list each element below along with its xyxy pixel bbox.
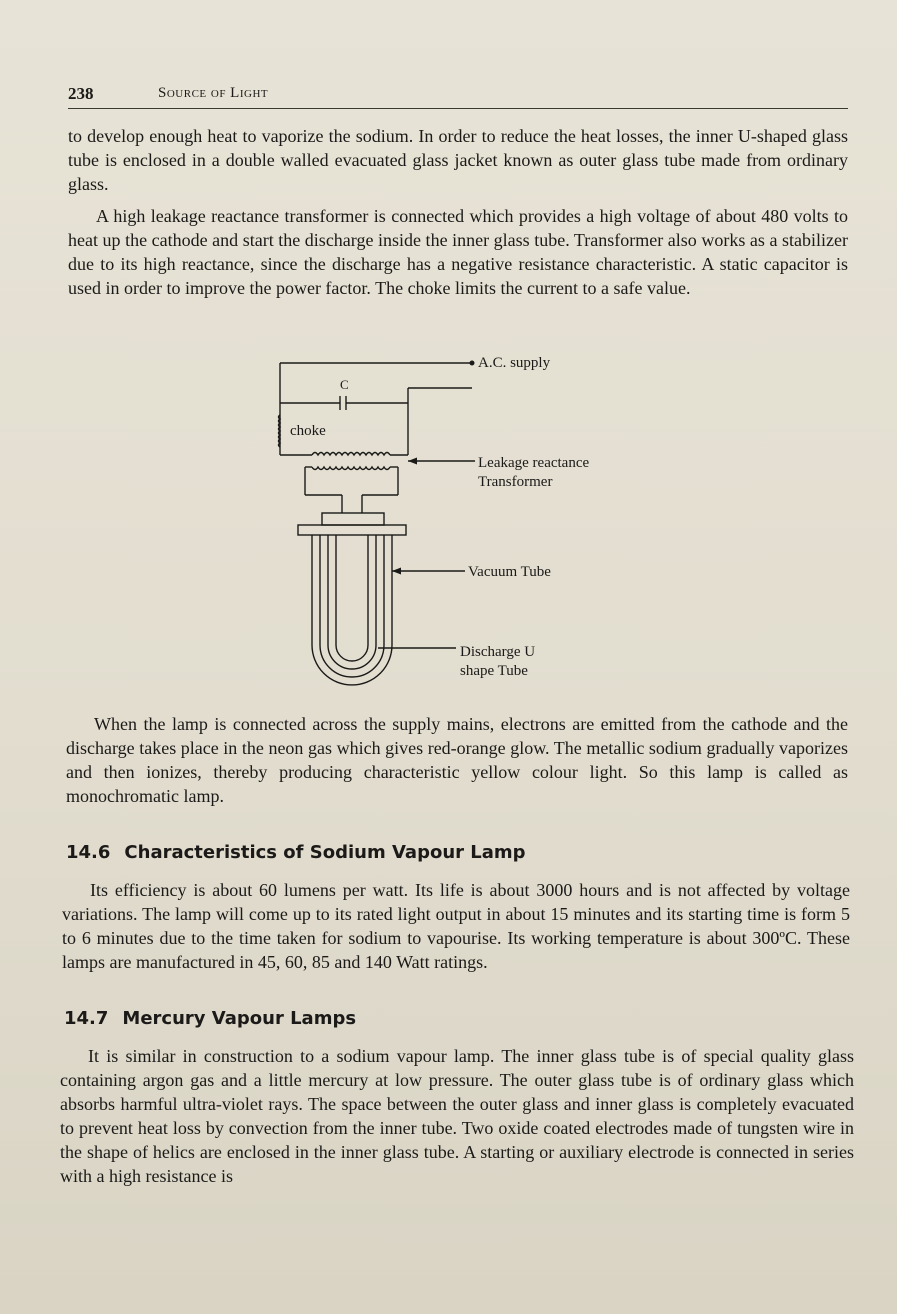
paragraph-heat-losses: to develop enough heat to vaporize the sodium. In order to reduce the heat losses, the inner U-shaped glass tube is enclosed in a double walled evacuated glass jacket known as outer glass tube made from ordinary glass.: [68, 126, 848, 194]
label-transformer-line2: Transformer: [478, 474, 553, 490]
page-header: [68, 82, 848, 109]
label-discharge-line2: shape Tube: [460, 663, 528, 679]
section-number: 14.6: [66, 842, 111, 863]
sodium-lamp-circuit-diagram: [260, 345, 660, 695]
lamp-cap: [322, 513, 384, 525]
transformer-primary-coil: [312, 453, 390, 456]
section-title: Characteristics of Sodium Vapour Lamp: [124, 842, 526, 863]
paragraph-mercury-lamp: It is similar in construction to a sodium vapour lamp. The inner glass tube is of special quality glass containing argon gas and a little mercury at low pressure. The outer glass tube is of ordinary glass which absorbs harmful ultra-violet rays. The space between the outer glass and inner glass is completely evacuated to prevent heat loss by convection from the inner tube. Two oxide coated electrodes made of tungsten wire in the shape of helics are enclosed in the inner glass tube. A starting or auxiliary electrode is connected in series with a high resistance is: [60, 1046, 854, 1186]
discharge-u-tube-outer: [320, 535, 384, 677]
discharge-u-tube-inner: [336, 535, 368, 661]
choke-coil: [279, 415, 281, 447]
section-title: Mercury Vapour Lamps: [122, 1008, 357, 1029]
label-discharge-line1: Discharge U: [460, 644, 536, 660]
paragraph-operation: When the lamp is connected across the supply mains, electrons are emitted from the cathode and the discharge takes place in the neon gas which gives red-orange glow. The metallic sodium gradually vaporizes and then ionizes, thereby producing characteristic yellow colour light. So this lamp is called as monochromatic lamp.: [66, 714, 848, 806]
label-transformer-line1: Leakage reactance: [478, 455, 590, 471]
page-number: 238: [68, 84, 94, 103]
supply-terminal-dot: [470, 361, 475, 366]
vacuum-arrowhead: [392, 568, 401, 575]
section-number: 14.7: [64, 1008, 109, 1029]
label-ac-supply: A.C. supply: [478, 355, 551, 371]
label-choke: choke: [290, 423, 326, 439]
discharge-u-tube-middle: [328, 535, 376, 669]
paragraph-transformer: A high leakage reactance transformer is connected which provides a high voltage of about 480 volts to heat up the cathode and start the discharge inside the inner glass tube. Transformer also works as a stabilizer due to its high reactance, since the discharge has a negative resistance characteristic. A static capacitor is used in order to improve the power factor. The choke limits the current to a safe value.: [68, 206, 848, 298]
section-heading-14-7: [64, 1008, 356, 1029]
vacuum-outer-tube: [312, 535, 392, 685]
label-vacuum-tube: Vacuum Tube: [468, 564, 551, 580]
transformer-arrowhead: [408, 458, 417, 465]
paragraph-characteristics: Its efficiency is about 60 lumens per watt. Its life is about 3000 hours and is not affected by voltage variations. The lamp will come up to its rated light output in about 15 minutes and its starting time is form 5 to 6 minutes due to the time taken for sodium to vapourise. Its working temperature is about 300ºC. These lamps are manufactured in 45, 60, 85 and 140 Watt ratings.: [62, 880, 850, 972]
running-title: Source of Light: [158, 85, 269, 101]
section-heading-14-6: [66, 842, 526, 863]
transformer-secondary-coil: [312, 467, 390, 470]
label-capacitor: C: [340, 377, 349, 392]
lamp-base-plate: [298, 525, 406, 535]
